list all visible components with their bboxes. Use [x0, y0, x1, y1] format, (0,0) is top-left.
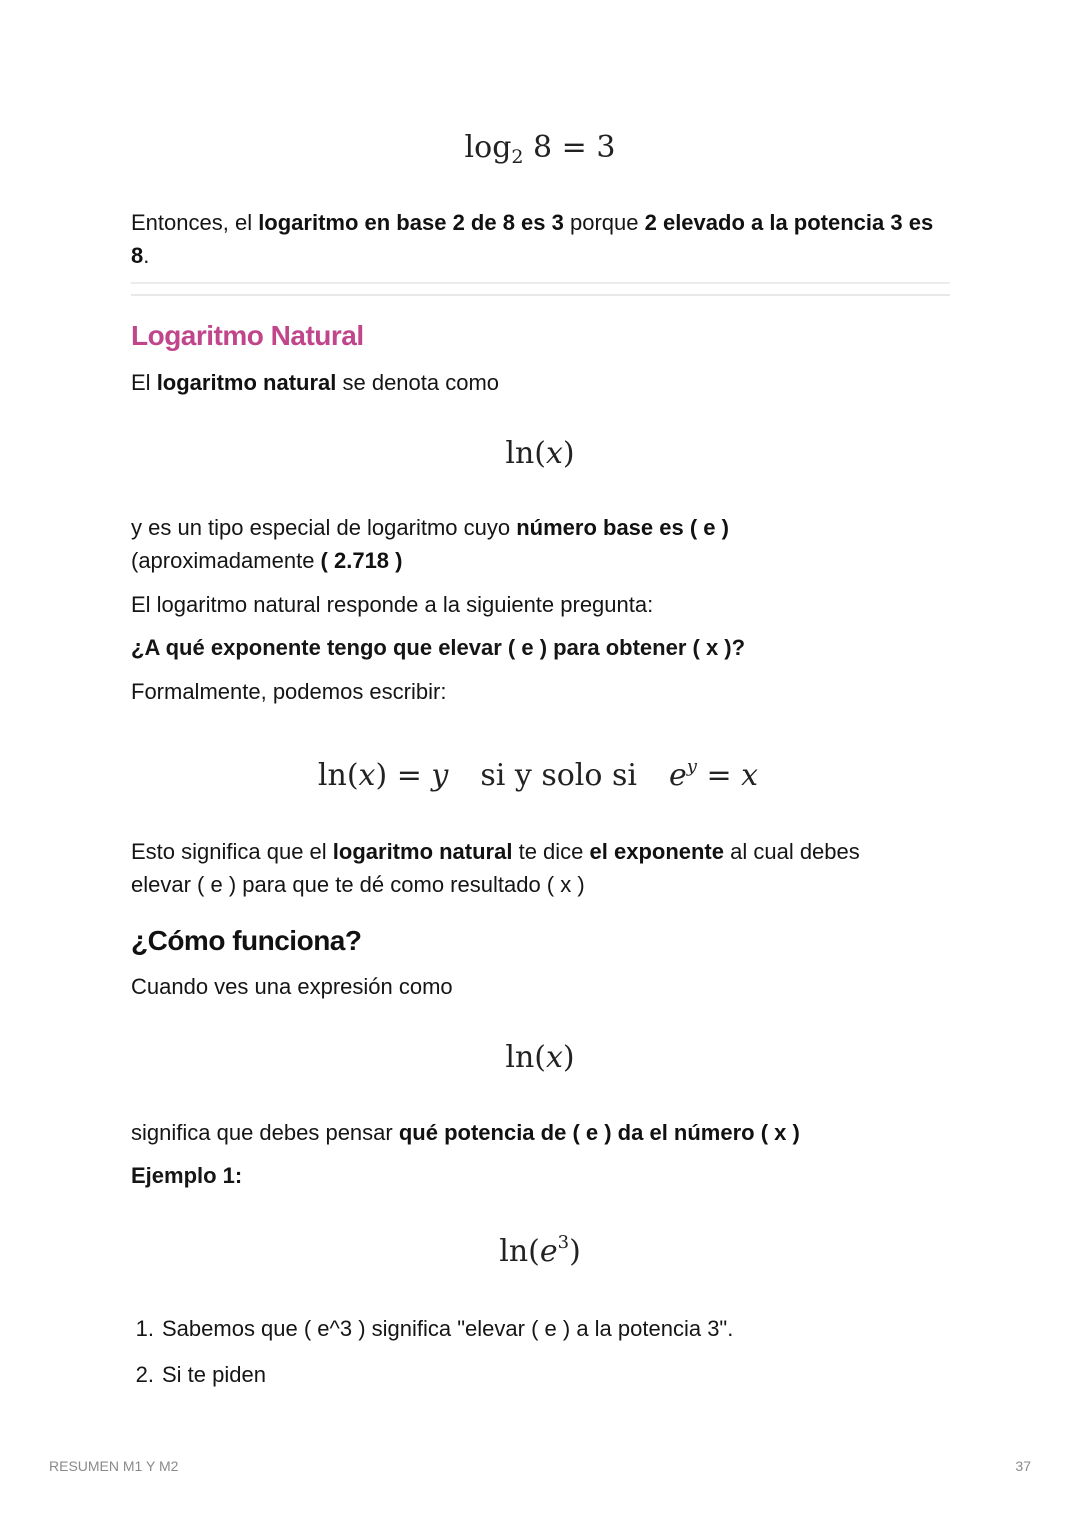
- text: al cual debes elevar ( e ) para que te dé como resultado ( x ): [131, 839, 860, 897]
- text: significa que debes pensar: [131, 1120, 399, 1145]
- math-text: =: [696, 758, 742, 793]
- paragraph-how-after: [131, 1116, 961, 1149]
- page-number: 37: [1015, 1458, 1031, 1474]
- math-close: ): [569, 1234, 581, 1269]
- math-var: x: [545, 1040, 563, 1075]
- paragraph-how-intro: Cuando ves una expresión como: [131, 974, 453, 999]
- text: .: [143, 243, 150, 268]
- math-close: ): [562, 436, 575, 471]
- section-title-como-funciona: ¿Cómo funciona?: [131, 925, 362, 956]
- list-text: Si te piden: [162, 1362, 266, 1387]
- math-var: e: [669, 758, 687, 793]
- bold-text: logaritmo en base 2 de 8 es 3: [258, 210, 564, 235]
- list-item: [124, 1358, 954, 1391]
- text: se denota como: [336, 370, 500, 395]
- text: El: [131, 370, 157, 395]
- math-var: x: [741, 758, 759, 793]
- paragraph-question-intro: El logaritmo natural responde a la siguiente pregunta:: [131, 592, 654, 617]
- equation-log2-8: [0, 130, 1080, 168]
- math-superscript: y: [686, 756, 697, 777]
- paragraph-description: [131, 511, 811, 577]
- bold-text: logaritmo natural: [156, 370, 337, 395]
- math-log: log: [464, 130, 512, 165]
- bold-text: número base es ( e ): [516, 515, 729, 540]
- paragraph-conclusion: [131, 206, 956, 272]
- equation-formal-definition: [0, 756, 1078, 793]
- text: y es un tipo especial de logaritmo cuyo: [131, 515, 517, 540]
- paragraph-question: ¿A qué exponente tengo que elevar ( e ) para obtener ( x )?: [131, 635, 746, 660]
- footer-title: RESUMEN M1 Y M2: [49, 1458, 179, 1474]
- math-rest: 8 = 3: [523, 130, 616, 165]
- math-fn: ln(: [505, 436, 546, 471]
- math-var: x: [358, 758, 376, 793]
- math-superscript: 3: [557, 1232, 570, 1253]
- bold-text: el exponente: [589, 839, 724, 864]
- text: te dice: [512, 839, 590, 864]
- text: porque: [563, 210, 645, 235]
- bold-text: ( 2.718 ): [320, 548, 403, 573]
- list-text: Sabemos que ( e^3 ) significa "elevar ( e ) a la potencia 3".: [162, 1316, 734, 1341]
- divider-top: [131, 282, 950, 284]
- text: Entonces, el: [131, 210, 259, 235]
- math-var: e: [539, 1234, 558, 1269]
- paragraph-meaning: [131, 835, 901, 901]
- bold-text: qué potencia de ( e ) da el número ( x ): [398, 1120, 800, 1145]
- bold-text: logaritmo natural: [332, 839, 513, 864]
- list-number: 1.: [135, 1316, 154, 1341]
- text: Esto significa que el: [131, 839, 333, 864]
- equation-ln-e3: [0, 1232, 1080, 1269]
- paragraph-intro: [131, 366, 961, 399]
- math-var: x: [545, 436, 563, 471]
- section-title-logaritmo-natural: Logaritmo Natural: [131, 320, 364, 351]
- equation-ln-x-2: [0, 1040, 1080, 1075]
- math-close: ): [562, 1040, 575, 1075]
- list-number: 2.: [135, 1362, 154, 1387]
- equation-ln-x: [0, 436, 1080, 471]
- math-text: ) =: [375, 758, 432, 793]
- math-text: si y solo si: [480, 758, 637, 793]
- text: (aproximadamente: [131, 548, 321, 573]
- math-fn: ln(: [317, 758, 359, 793]
- divider-bottom: [131, 294, 950, 296]
- paragraph-formal-intro: Formalmente, podemos escribir:: [131, 679, 447, 704]
- bold-text: 2 elevado a la potencia 3 es 8: [131, 210, 934, 268]
- math-fn: ln(: [505, 1040, 546, 1075]
- math-var: y: [431, 758, 449, 793]
- example-label: Ejemplo 1:: [131, 1163, 243, 1188]
- list-item: [124, 1312, 954, 1345]
- math-fn: ln(: [499, 1234, 540, 1269]
- math-subscript: 2: [511, 146, 524, 168]
